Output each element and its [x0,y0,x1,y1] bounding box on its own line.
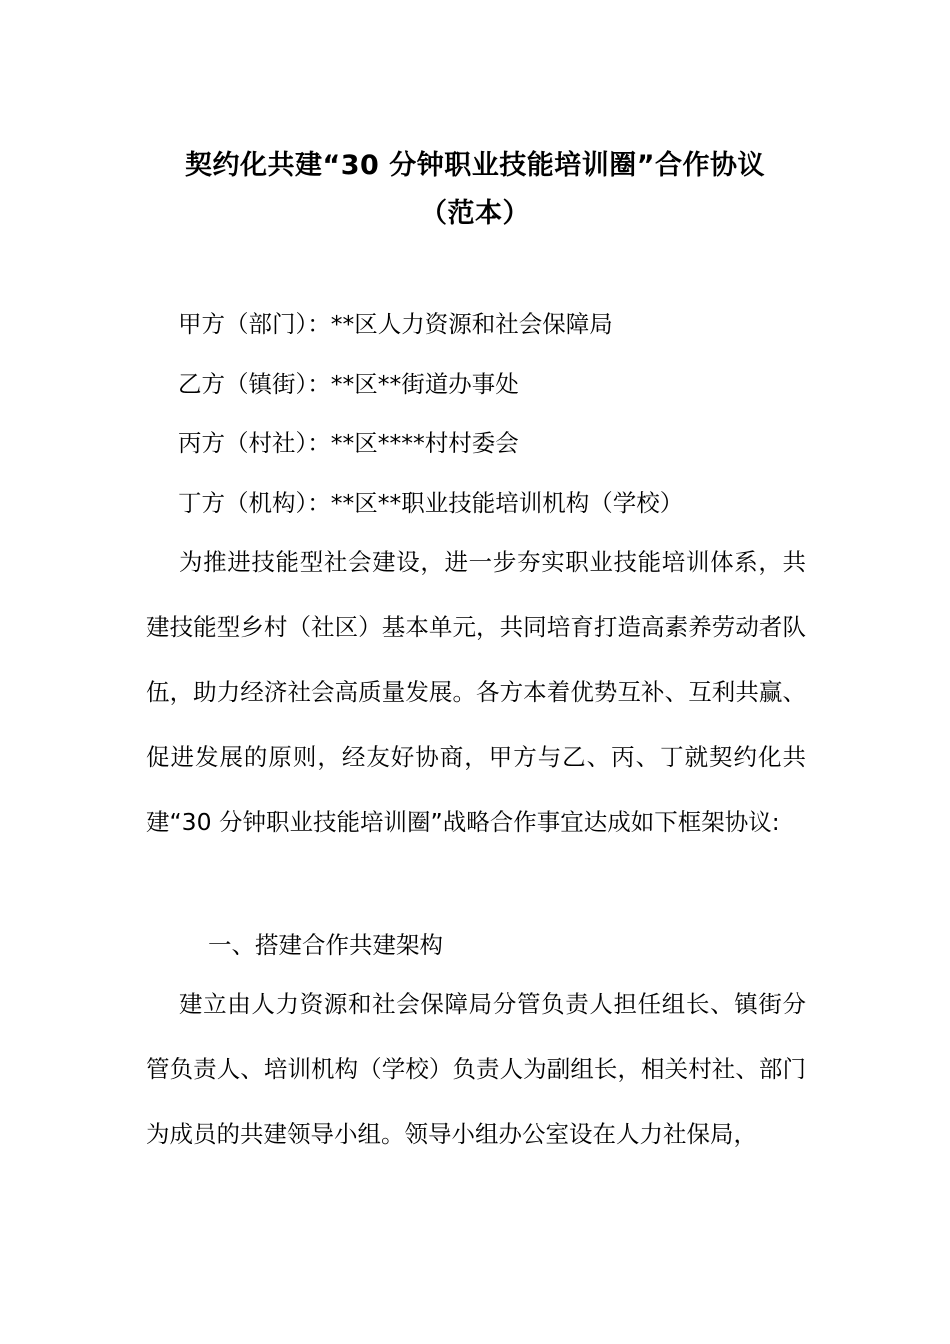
document-title: 契约化共建“30 分钟职业技能培训圈”合作协议 [185,150,765,181]
party-c: 丙方（村社）：**区****村村委会 [178,429,519,457]
document-subtitle: （范本） [420,198,530,229]
party-d: 丁方（机构）：**区**职业技能培训机构（学校） [178,489,684,517]
party-a: 甲方（部门）：**区人力资源和社会保障局 [178,310,613,338]
section-heading-1: 一、搭建合作共建架构 [208,931,443,959]
section-paragraph-1: 建立由人力资源和社会保障局分管负责人担任组长、镇街分管负责人、培训机构（学校）负责人为副组长，相关村社、部门为成员的共建领导小组。领导小组办公室设在人力社保局， [146,990,806,1148]
preamble-paragraph: 为推进技能型社会建设，进一步夯实职业技能培训体系，共建技能型乡村（社区）基本单元，共同培育打造高素养劳动者队伍，助力经济社会高质量发展。各方本着优势互补、互利共赢、促进发展的原则，经友好协商，甲方与乙、丙、丁就契约化共建“30 分钟职业技能培训圈”战略合作事宜达成如下框架协议: [146,548,806,836]
party-b: 乙方（镇街）：**区**街道办事处 [178,370,519,398]
